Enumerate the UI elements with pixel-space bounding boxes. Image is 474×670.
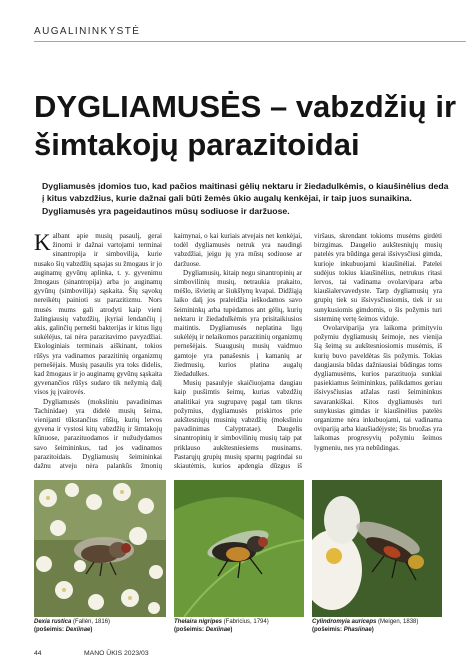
section-label: AUGALININKYSTĖ	[34, 26, 141, 37]
body-paragraph: Ovolarviparija yra laikoma primityviu požymiu dygliamusių šeimoje, nes vienija šią šeimą su aukštesniosiomis musėmis, iš kurių buvo paveldėtas šis požymis. Tokias daugiausia būdas dažniausiai būdingas toms dygliamusėms, kurios parazituoja sunkiai pasiekiamus šeimininkus, palikdamos geriau išsivysčiusias atžalas rasti šeimininkus savarankiškai. Kitos dygliamusės turi sunykusias gimdas ir kiaušinėlius patelės organizme nėra inkubuojami, tai vadinama ovipariją arba kiaušiadėjyste; šis bruožas yra laikomas progresyvių požymiu šeimos lygmeniu, nes yra nebūdingas.	[314, 324, 442, 452]
subfamily-note: (pošeimis: Dexiinae)	[174, 626, 233, 633]
section-divider	[34, 41, 466, 42]
species-name: Cylindromyia auriceps	[312, 619, 377, 625]
caption-photo-2	[174, 619, 304, 634]
body-paragraph: Musių pasaulyje skaičiuojama daugiau kaip pusšimtis šeimų, kurias vabzdžių analitikai yra sugrupavę pagal tam tikrus požymius, dygliamusės priskirtos prie aukštesniųjų musinių vabzdžių (moksliniu pavadinimas Calyptratae). Daugelis sinantropinių ir simbovilinių musių taip pat priklauso aukštesniesiems musinams. Pastarųjų grupių musių sparnų pagrindai su skiautėmis, kurios apdengia dūzgus iš viršaus, skrendant tokioms musėms girdėti birzgimas. Daugelio aukštesniųjų musių patelės yra būdinga gerai išsivysčiusi gimda, kurioje inkubuojami kiaušinėliai. Patelei sudėjus tokius kiaušinėlius, netrukus ritasi lervos, tai vadinama ovolarvipara arba kiaušialervavedyste. Tarp dygliamusių yra grupių tiek su išsivysčiusiomis, tiek ir su sunykusiomis gimdomis, o šis požymis turi sisteminę vertę šeimos viduje.	[174, 232, 442, 471]
species-author: (Fallén, 1816)	[71, 619, 111, 625]
article-lead: Dygliamusės įdomios tuo, kad pačios maitinasi gėlių nektaru ir žiedadulkėmis, o kiaušinėlius deda į kitus vabzdžius, kurie dažnai gali būti žemės ūkio augalų kenkėjai, ir taip juos sunaikina. Dygliamusės yra pageidautinos mūsų sodiuose ir daržuose.	[42, 181, 449, 216]
species-author: (Fabricius, 1794)	[222, 619, 269, 625]
body-paragraph: Dygliamusių, kitaip negu sinantropinių ar simbovilinių musių, netraukia prakaito, mėšlo, išvietių ar šiukšlynų kvapai. Didžiąją laiko dalį jos praleidžia ieškodamos savo šeimininkų arba tupėdamos ant gėlių, kurių nektaru ir žiedadulkėmis yra prisitaikiusios maitintis. Dygliamusės neplatina ligų sukėlėjų ir nelaikomos parazitinių organizmų pernešėjais. Suaugusių musių vaidmuo gamtoje yra panašesnis į kamanių ar žiedmusių, kurios platina augalų žiedadulkes.	[174, 268, 302, 379]
caption-photo-1	[34, 619, 166, 634]
photo-dexia-rustica	[34, 480, 166, 617]
subfamily-note: (pošeimis: Phasiinae)	[312, 626, 374, 633]
magazine-issue: MANO ŪKIS 2023/03	[84, 650, 149, 657]
drop-cap: K	[34, 232, 51, 255]
subfamily-note: (pošeimis: Dexiinae)	[34, 626, 93, 633]
body-paragraph: Dygliamusės (moksliniu pavadinimas Tachinidae) yra didelė musių šeima, vienijanti tūkstančius rūšių, kurių lervos gyvena ir vystosi kitų vabzdžių ir šimtakojų kūnuose, parazituodamos ir nužudydamos savo šeimininkus, tad jos vadinamos parazitoidais. Dygliamusių šeimininkai dažnu atveju nėra palankūs žmonių kaimynai, o kai kuriais atvejais net kenkėjai, todėl dygliamusės netruk yra naudingi vabzdžiai, jeigu jų yra mūsų sodiuose ar daržuose.	[34, 232, 302, 471]
article-headline: DYGLIAMUSĖS – vabzdžių ir šimtakojų parazitoidai	[34, 89, 457, 162]
caption-photo-3	[312, 619, 444, 634]
article-body	[34, 232, 442, 474]
species-name: Thelaira nigripes	[174, 619, 223, 625]
body-paragraph: Kalbant apie musių pasaulį, gerai žinomi ir dažnai vartojami terminai sinantropija ir simbovilija, kurie nusako šių vabzdžių sąsajas su žmogaus ir jo auginamų gyvūnų aplinka, t. y. gyvenimu žmogaus (sinantropija) arba jo auginamų gyvūnų (simbovilija) sąskaita. Šių sąvokų nereikėtų painioti su parazitizmu. Nors musės mums gali atrodyti kaip vieni žalingiausių vabzdžių, įkyriai lendančių į akis, galinčių pernešti bakterijas ir kitus ligų sukėlėjus, tai nėra parazitavimo pavyzdžiai. Ekologiniais terminais aiškinant, tokios rūšys yra vadinamos parazitinių organizmų pernešėjais. Musių pasaulis yra toks didelis, kad žmogaus ir jo auginamų gyvūnų sąskaita gyvenančios rūšys sudaro tik nežymią dalį visos jų įvairovės.	[34, 232, 162, 397]
photo-cylindromyia-auriceps	[312, 480, 442, 617]
photo-thelaira-nigripes	[174, 480, 304, 617]
page-number: 44	[34, 650, 42, 657]
species-author: (Meigen, 1838)	[376, 619, 419, 625]
species-name: Dexia rustica	[34, 619, 72, 625]
